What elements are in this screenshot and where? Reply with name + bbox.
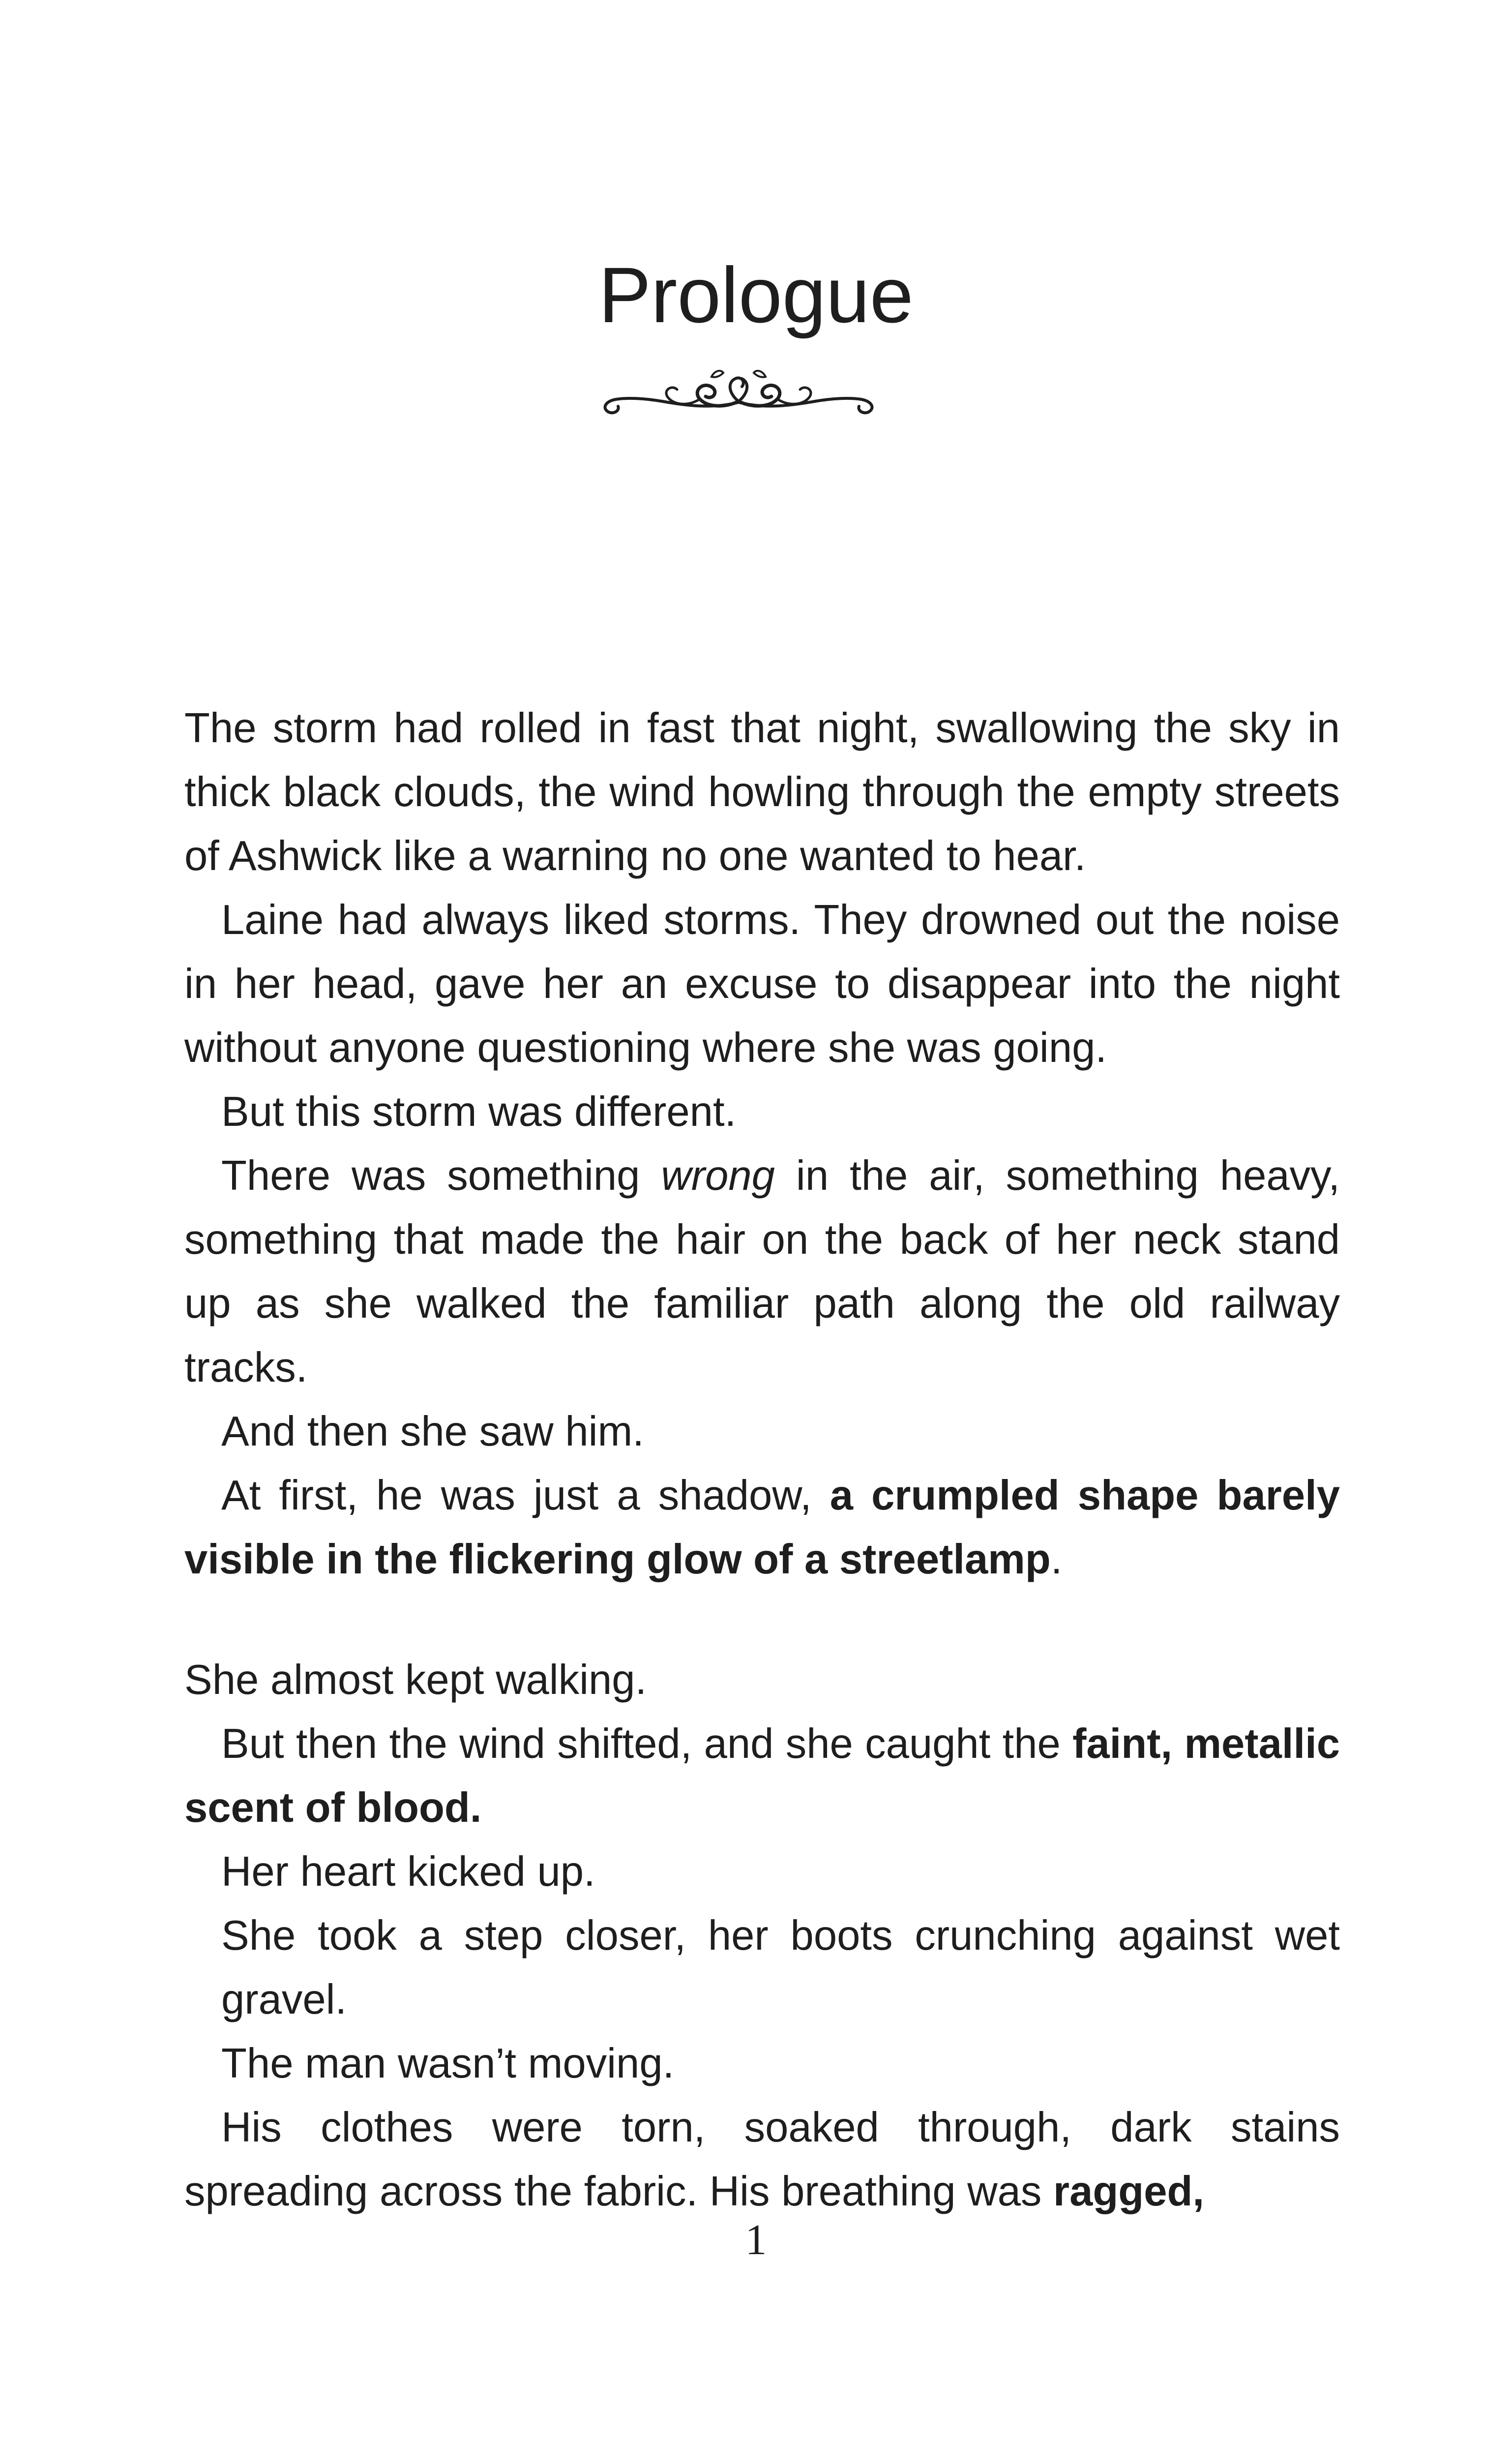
paragraph: The storm had rolled in fast that night, swallowing the sky in thick black clouds, the wind howling through the empty streets of Ashwick like a warning no one wanted to hear.	[184, 705, 1340, 879]
paragraph: She almost kept walking.	[184, 1657, 647, 1703]
paragraph: Laine had always liked storms. They drowned out the noise in her head, gave her an excuse to disappear into the night without anyone questioning where she was going.	[184, 897, 1340, 1071]
paragraph: His clothes were torn, soaked through, dark stains spreading across the fabric. His breathing was ragged,	[184, 2104, 1340, 2215]
bold-text: a crumpled shape barely visible in the flickering glow of a streetlamp	[184, 1472, 1340, 1583]
paragraph: There was something wrong in the air, something heavy, something that made the hair on the back of her neck stand up as she walked the familiar path along the old railway tracks.	[184, 1152, 1340, 1391]
prologue-text	[184, 696, 1340, 2224]
flourish-divider-icon	[598, 354, 879, 423]
paragraph: She took a step closer, her boots crunching against wet gravel.	[221, 1912, 1340, 2023]
paragraph: The man wasn’t moving.	[221, 2040, 675, 2087]
paragraph: But then the wind shifted, and she caught the faint, metallic scent of blood.	[184, 1720, 1340, 1831]
bold-text: faint, metallic scent of blood.	[184, 1720, 1340, 1831]
paragraph: And then she saw him.	[221, 1408, 644, 1455]
emphasis-text: wrong	[661, 1152, 775, 1199]
paragraph: At first, he was just a shadow, a crumpled shape barely visible in the flickering glow of a streetlamp.	[184, 1472, 1340, 1583]
bold-text: ragged,	[1053, 2168, 1205, 2215]
chapter-title: Prologue	[598, 251, 914, 339]
paragraph: But this storm was different.	[221, 1088, 737, 1135]
paragraph: Her heart kicked up.	[221, 1848, 595, 1895]
page-number: 1	[745, 2216, 767, 2264]
